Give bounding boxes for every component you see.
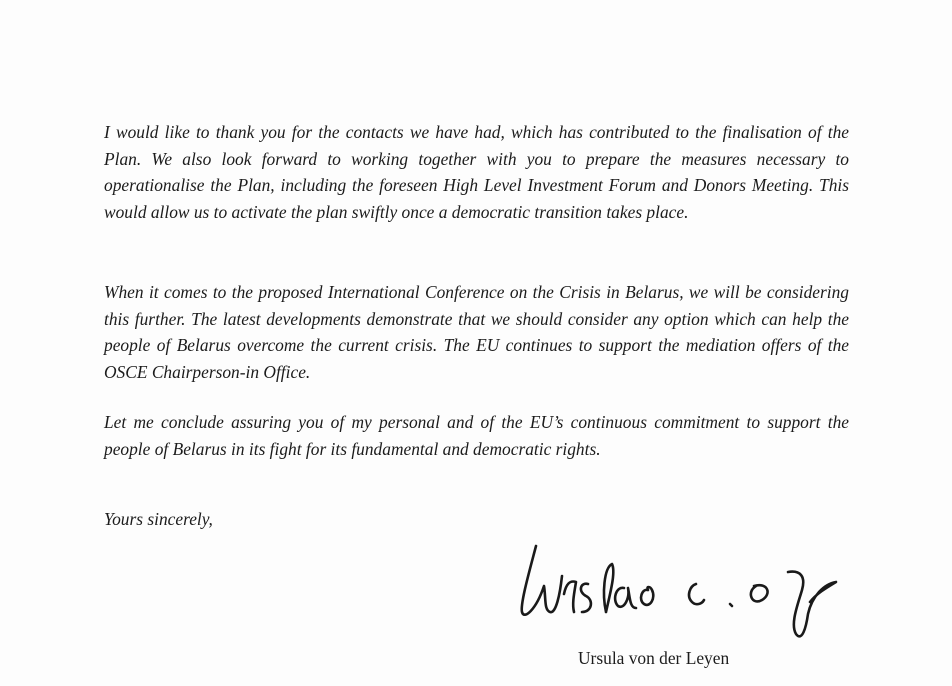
signer-name: Ursula von der Leyen	[578, 648, 730, 668]
closing-salutation: Yours sincerely,	[104, 509, 213, 529]
letter-paragraph-2: When it comes to the proposed International Conference on the Crisis in Belarus, we will be considering this further. The latest developments demonstrate that we should consider any option which can help the people of Belarus overcome the current crisis. The EU continues to support the mediation offers of the OSCE Chairperson-in Office.	[104, 282, 849, 382]
handwritten-signature	[506, 524, 866, 654]
letter-paragraph-3: Let me conclude assuring you of my personal and of the EU’s continuous commitment to support the people of Belarus in its fight for its fundamental and democratic rights.	[104, 412, 849, 459]
letter-paragraph-1: I would like to thank you for the contacts we have had, which has contributed to the finalisation of the Plan. We also look forward to working together with you to prepare the measures necessary to operationalise the Plan, including the foreseen High Level Investment Forum and Donors Meeting. This would allow us to activate the plan swiftly once a democratic transition takes place.	[104, 122, 849, 222]
